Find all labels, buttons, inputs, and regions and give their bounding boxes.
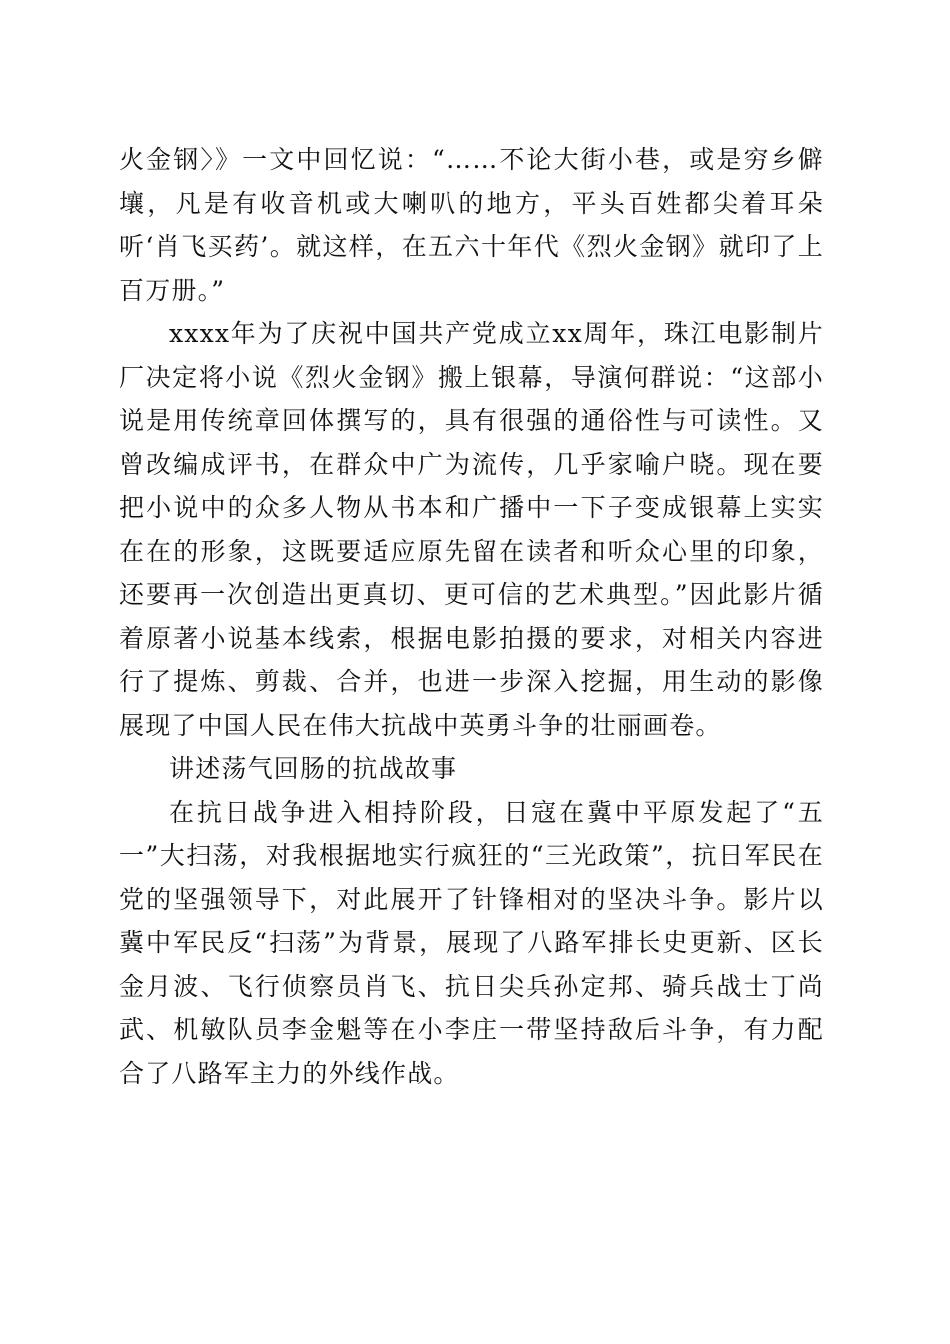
- section-heading: 讲述荡气回肠的抗战故事: [169, 754, 458, 783]
- paragraph-quote-continuation: 火金钢〉》一文中回忆说：“……不论大街小巷，或是穷乡僻壤，凡是有收音机或大喇叭的地方，平头百姓都尖着耳朵听‘肖飞买药’。就这样，在五六十年代《烈火金钢》就印了上百万册。”: [119, 145, 824, 305]
- document-body: [119, 138, 824, 1095]
- paragraph-film-adaptation: xxxx年为了庆祝中国共产党成立xx周年，珠江电影制片厂决定将小说《烈火金钢》搬上银幕，导演何群说：“这部小说是用传统章回体撰写的，具有很强的通俗性与可读性。又曾改编成评书，在群众中广为流传，几乎家喻户晓。现在要把小说中的众多人物从书本和广播中一下子变成银幕上实实在在的形象，这既要适应原先留在读者和听众心里的印象，还要再一次创造出更真切、更可信的艺术典型。”因此影片循着原著小说基本线索，根据电影拍摄的要求，对相关内容进行了提炼、剪裁、合并，也进一步深入挖掘，用生动的影像展现了中国人民在伟大抗战中英勇斗争的壮丽画卷。: [119, 319, 824, 740]
- paragraph-story-summary: 在抗日战争进入相持阶段，日寇在冀中平原发起了“五一”大扫荡，对我根据地实行疯狂的“三光政策”，抗日军民在党的坚强领导下，对此展开了针锋相对的坚决斗争。影片以冀中军民反“扫荡”为背景，展现了八路军排长史更新、区长金月波、飞行侦察员肖飞、抗日尖兵孙定邦、骑兵战士丁尚武、机敏队员李金魁等在小李庄一带坚持敌后斗争，有力配合了八路军主力的外线作战。: [119, 797, 824, 1088]
